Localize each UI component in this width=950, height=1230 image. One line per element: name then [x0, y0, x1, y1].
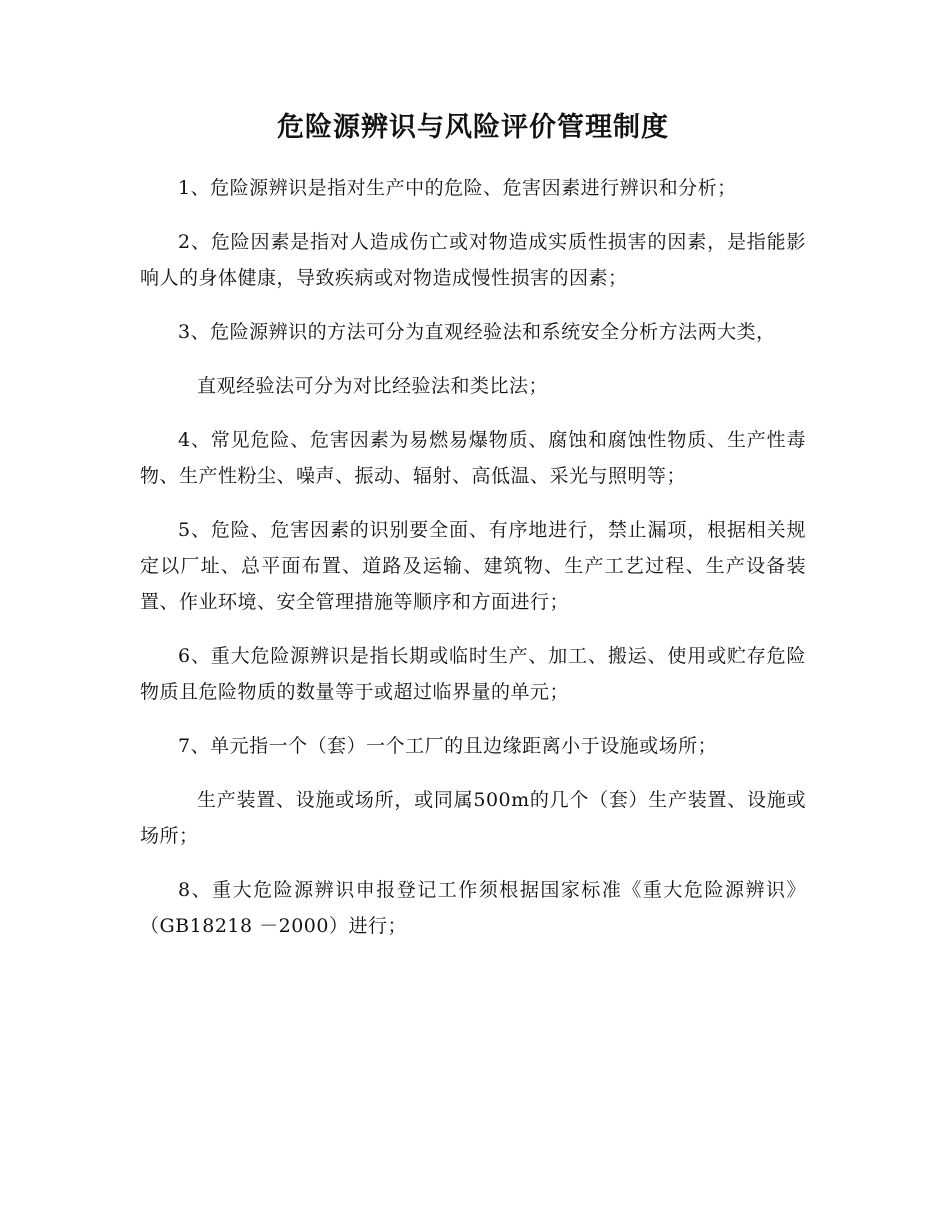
paragraph-6: 6、重大危险源辨识是指长期或临时生产、加工、搬运、使用或贮存危险物质且危险物质的数量等于或超过临界量的单元； [140, 645, 806, 703]
paragraph-5: 5、危险、危害因素的识别要全面、有序地进行，禁止漏项，根据相关规定以厂址、总平面布置、道路及运输、建筑物、生产工艺过程、生产设备装置、作业环境、安全管理措施等顺序和方面进行； [140, 519, 806, 613]
document-page [140, 108, 806, 962]
paragraph-3: 3、危险源辨识的方法可分为直观经验法和系统安全分析方法两大类， [178, 321, 776, 343]
paragraph-7-sub: 生产装置、设施或场所，或同属500m的几个（套）生产装置、设施或场所； [140, 789, 806, 847]
paragraph-8: 8、重大危险源辨识申报登记工作须根据国家标准《重大危险源辨识》（GB18218 －2000）进行； [140, 879, 806, 937]
document-title: 危险源辨识与风险评价管理制度 [277, 112, 669, 143]
paragraph-1: 1、危险源辨识是指对生产中的危险、危害因素进行辨识和分析； [178, 177, 737, 199]
paragraph-4: 4、常见危险、危害因素为易燃易爆物质、腐蚀和腐蚀性物质、生产性毒物、生产性粉尘、噪声、振动、辐射、高低温、采光与照明等； [140, 429, 806, 487]
paragraph-2: 2、危险因素是指对人造成伤亡或对物造成实质性损害的因素，是指能影响人的身体健康，导致疾病或对物造成慢性损害的因素； [140, 231, 806, 289]
paragraph-3-sub: 直观经验法可分为对比经验法和类比法； [197, 375, 549, 397]
paragraph-7: 7、单元指一个（套）一个工厂的且边缘距离小于设施或场所； [178, 735, 718, 757]
